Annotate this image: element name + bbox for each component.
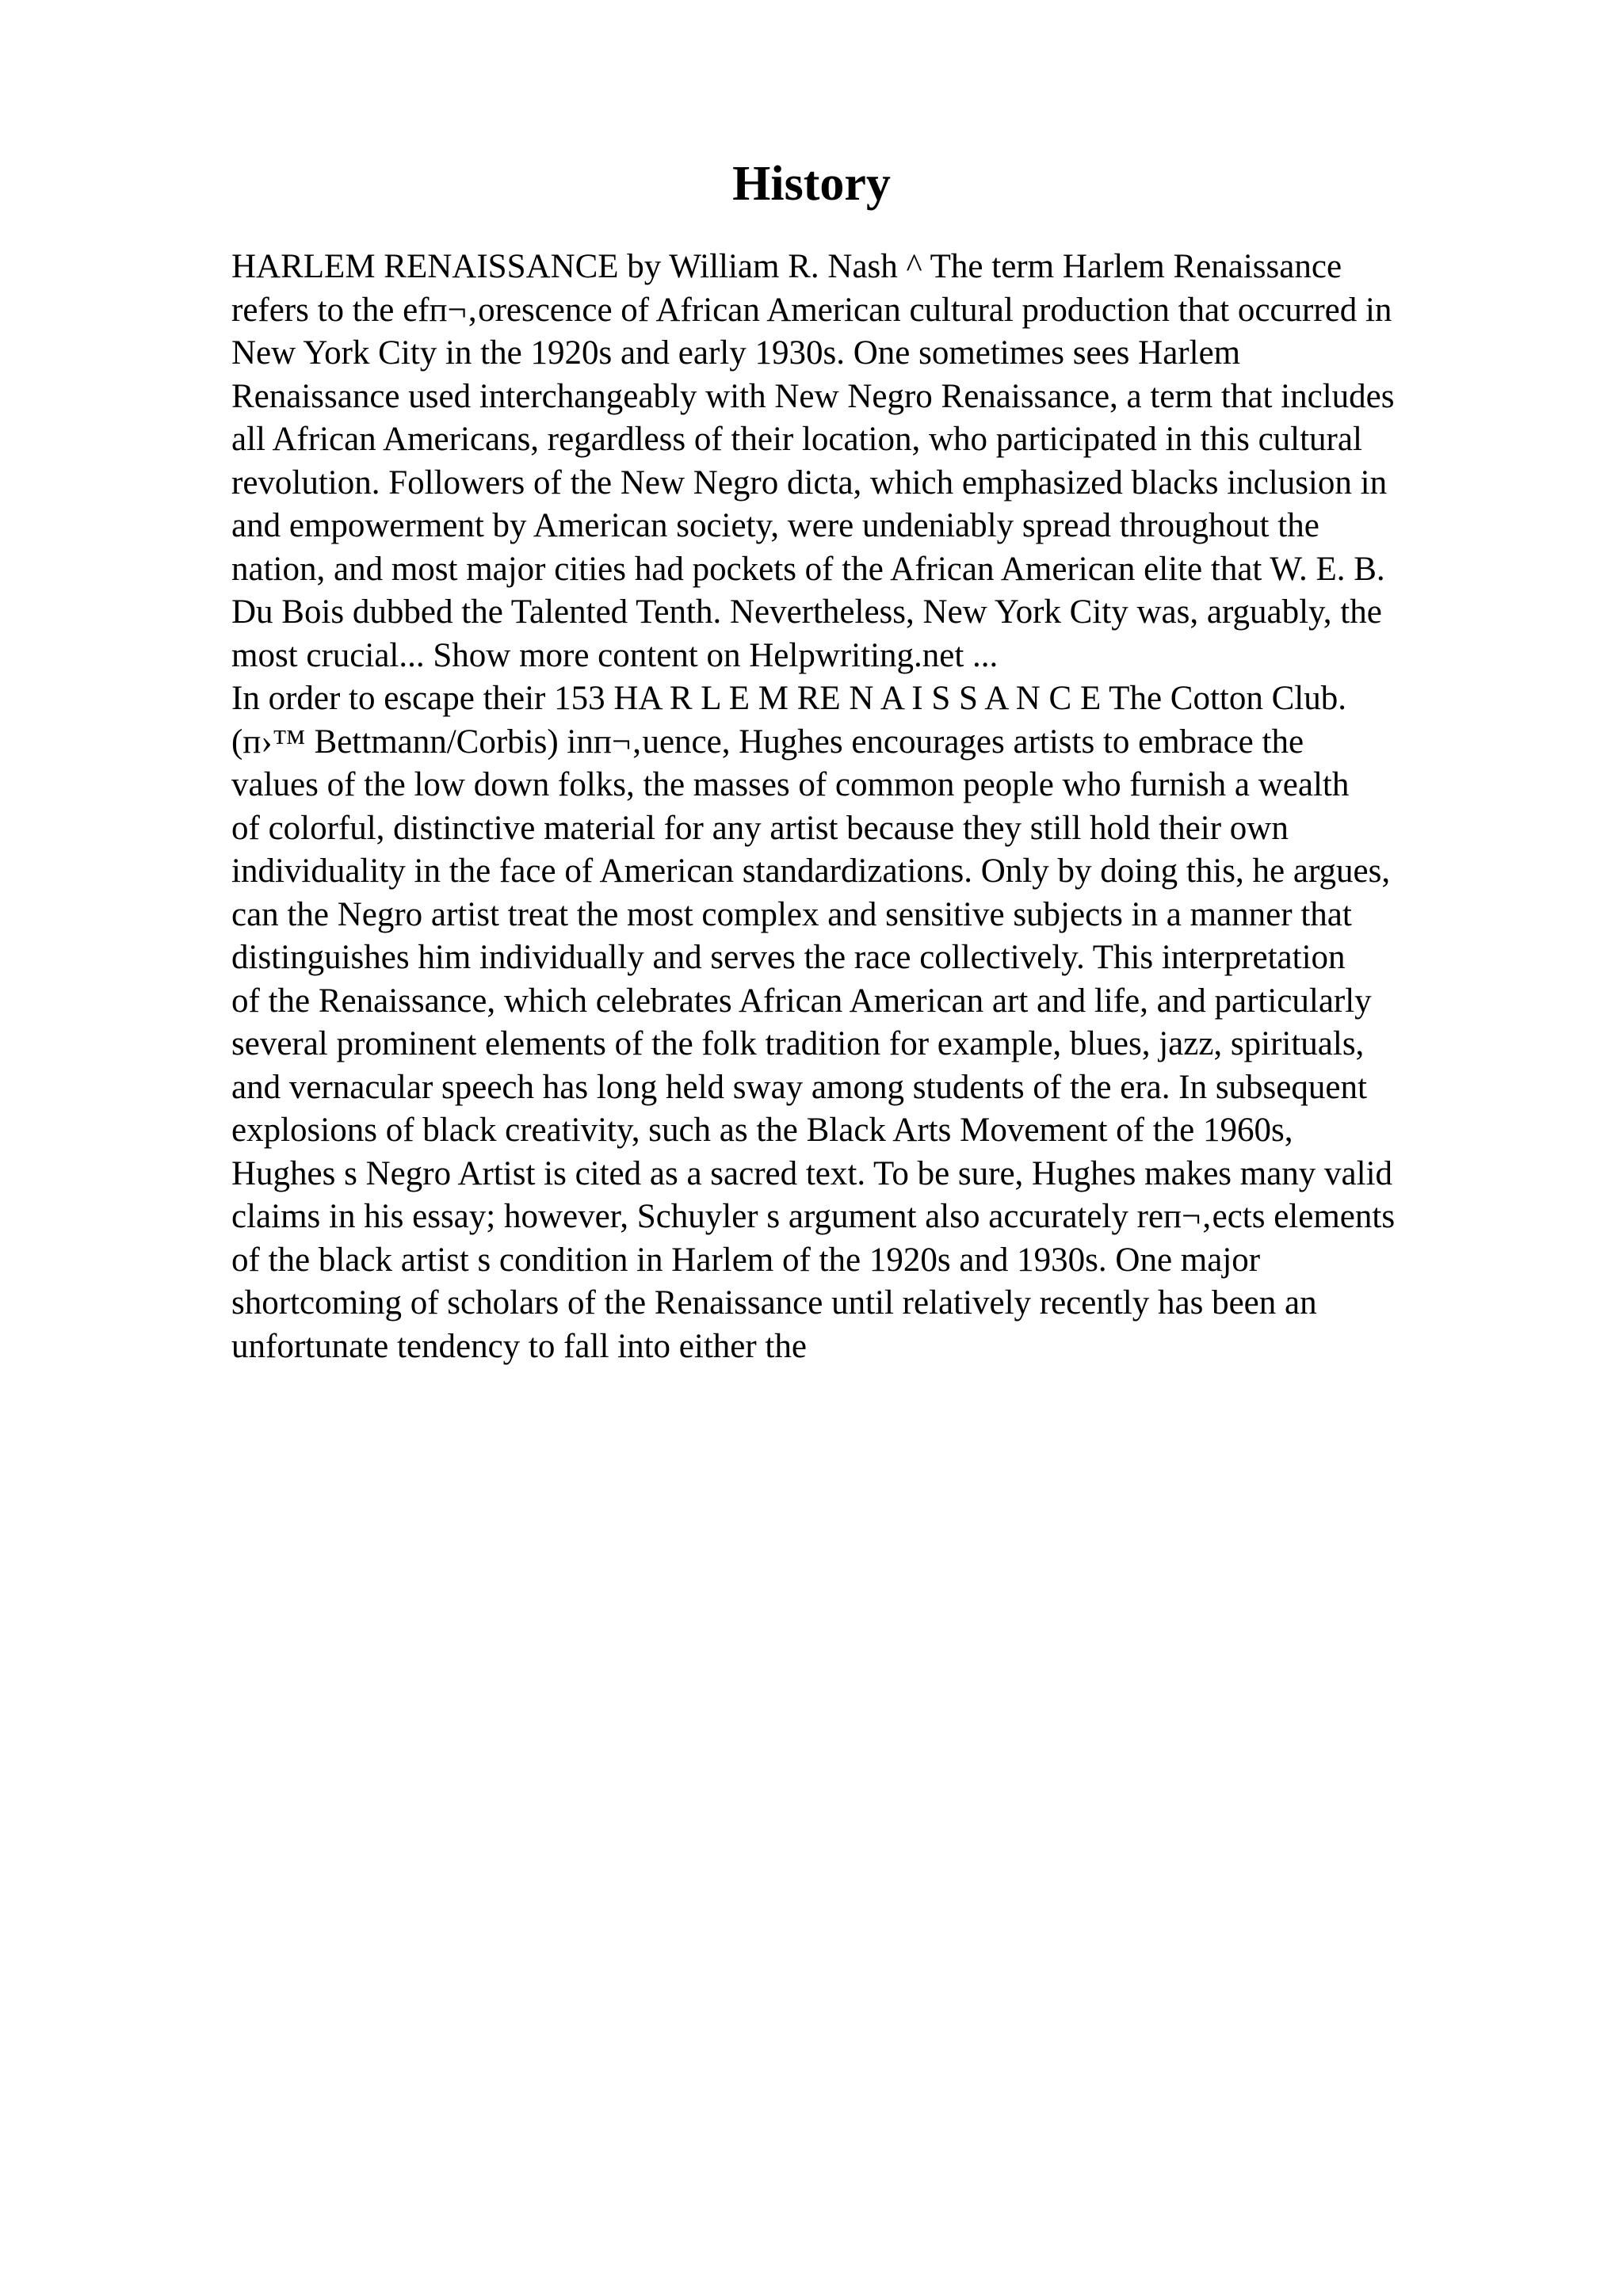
text-line: distinguishes him individually and serves the race collectively. This interpretation [231, 939, 1346, 976]
text-line: (п›™ Bettmann/Corbis) inп¬‚uence, Hughes encourages artists to embrace the [231, 723, 1304, 761]
text-line: Renaissance used interchangeably with New Negro Renaissance, a term that includes [231, 377, 1395, 415]
text-line: of the Renaissance, which celebrates African American art and life, and particularly [231, 982, 1372, 1020]
text-line: individuality in the face of American standardizations. Only by doing this, he argues, [231, 852, 1391, 890]
body-text [231, 246, 1499, 1368]
text-line: Du Bois dubbed the Talented Tenth. Nevertheless, New York City was, arguably, the [231, 593, 1382, 631]
text-line: and empowerment by American society, were undeniably spread throughout the [231, 507, 1319, 544]
text-line: of the black artist s condition in Harlem of the 1920s and 1930s. One major [231, 1241, 1261, 1279]
text-line: Hughes s Negro Artist is cited as a sacred text. To be sure, Hughes makes many valid [231, 1154, 1393, 1192]
text-line: In order to escape their 153 HA R L E M RE N A I S S A N C E The Cotton Club. [231, 680, 1346, 717]
text-line: New York City in the 1920s and early 1930s. One sometimes sees Harlem [231, 334, 1241, 372]
text-line: several prominent elements of the folk tradition for example, blues, jazz, spirituals, [231, 1025, 1365, 1062]
text-line: can the Negro artist treat the most complex and sensitive subjects in a manner that [231, 895, 1352, 933]
text-line: explosions of black creativity, such as the Black Arts Movement of the 1960s, [231, 1112, 1293, 1149]
text-line: shortcoming of scholars of the Renaissance until relatively recently has been an [231, 1284, 1317, 1322]
text-line: nation, and most major cities had pockets of the African American elite that W. E. B. [231, 550, 1385, 588]
text-line: values of the low down folks, the masses of common people who furnish a wealth [231, 766, 1350, 803]
text-line: most crucial... Show more content on Helpwriting.net ... [231, 636, 999, 674]
text-line: unfortunate tendency to fall into either the [231, 1327, 807, 1365]
text-line: HARLEM RENAISSANCE by William R. Nash ^ The term Harlem Renaissance [231, 248, 1342, 285]
text-line: refers to the efп¬‚orescence of African American cultural production that occurred in [231, 291, 1392, 329]
text-line: revolution. Followers of the New Negro dicta, which emphasized blacks inclusion in [231, 463, 1388, 502]
text-line: of colorful, distinctive material for any artist because they still hold their own [231, 809, 1289, 847]
text-line: and vernacular speech has long held sway among students of the era. In subsequent [231, 1068, 1367, 1106]
text-line: all African Americans, regardless of their location, who participated in this cultural [231, 421, 1362, 458]
text-line: claims in his essay; however, Schuyler s argument also accurately reп¬‚ects elements [231, 1198, 1396, 1235]
page-title: History [732, 157, 891, 211]
